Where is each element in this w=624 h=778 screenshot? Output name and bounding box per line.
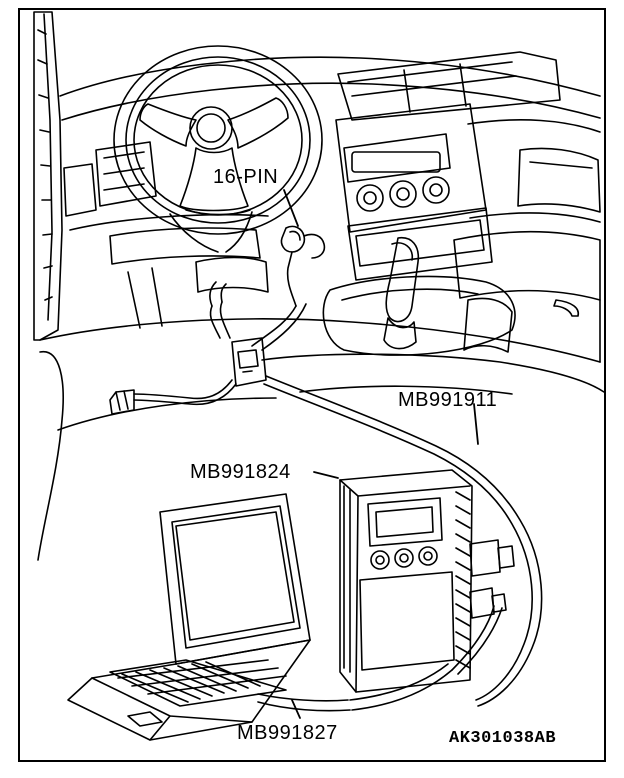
scan-tool-port-upper: [470, 540, 514, 576]
cable-adapter-box: [232, 338, 266, 386]
harness-cable-mb991911-upper: [252, 304, 306, 350]
cable-mb991911: [264, 376, 542, 706]
label-mb991827: MB991827: [237, 722, 338, 744]
laptop-computer: [68, 494, 310, 740]
branch-cable-to-connector: [110, 282, 236, 414]
scan-tool-device: [340, 470, 472, 692]
label-mb991911: MB991911: [398, 389, 498, 411]
label-16-pin: 16-PIN: [213, 166, 279, 188]
steering-wheel: [114, 46, 322, 252]
dlc-16pin-connector: [281, 226, 324, 306]
figure-code: AK301038AB: [449, 729, 557, 748]
label-mb991824: MB991824: [190, 461, 291, 483]
leader-line-16pin: [284, 190, 298, 226]
vehicle-interior-drawing: [34, 12, 604, 560]
